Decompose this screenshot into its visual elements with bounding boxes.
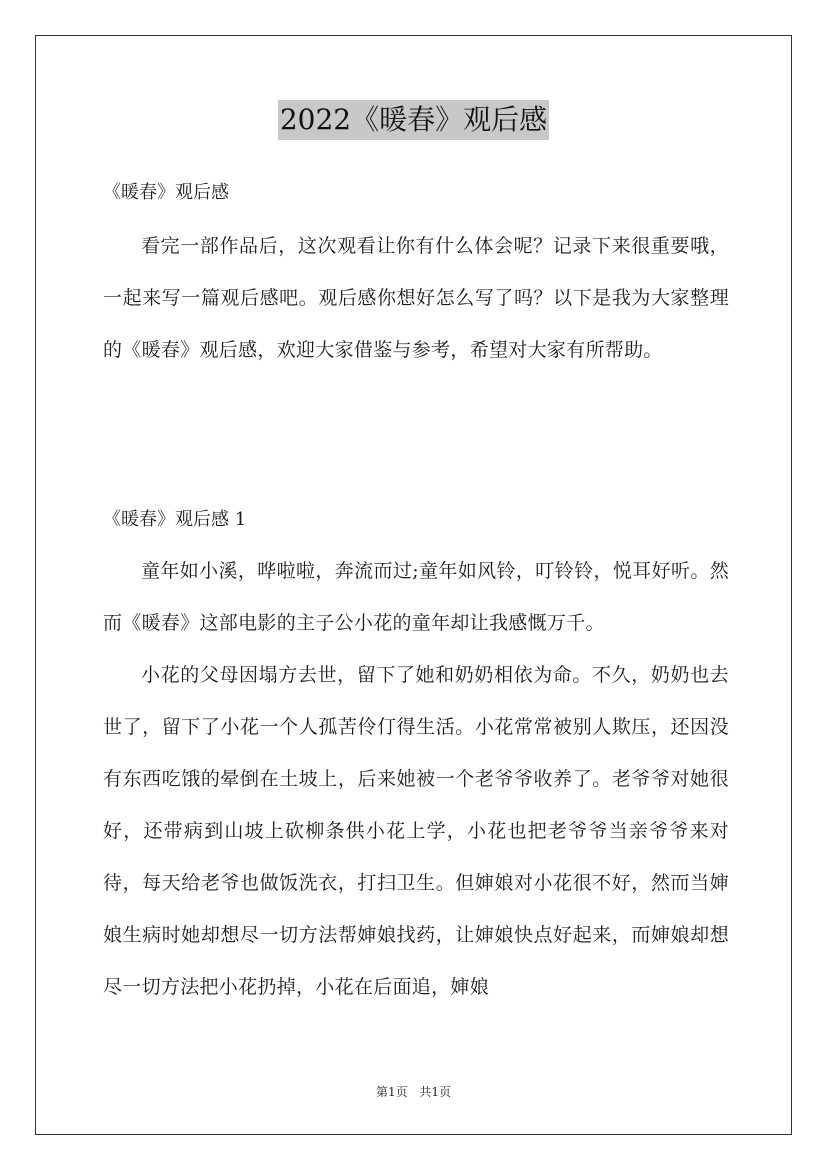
subtitle-heading: 《暖春》观后感 xyxy=(103,182,229,203)
section-body xyxy=(103,545,729,1013)
intro-block xyxy=(103,220,729,376)
page-footer xyxy=(0,1083,827,1101)
section-heading: 《暖春》观后感 1 xyxy=(103,509,247,530)
intro-paragraph: 看完一部作品后，这次观看让你有什么体会呢？记录下来很重要哦，一起来写一篇观后感吧。观后感你想好怎么写了吗？以下是我为大家整理的《暖春》观后感，欢迎大家借鉴与参考，希望对大家有所帮助。 xyxy=(103,235,729,361)
body-paragraph-2: 小花的父母因塌方去世，留下了她和奶奶相依为命。不久，奶奶也去世了，留下了小花一个人孤苦伶仃得生活。小花常常被别人欺压，还因没有东西吃饿的晕倒在土坡上，后来她被一个老爷爷收养了。老爷爷对她很好，还带病到山坡上砍柳条供小花上学，小花也把老爷爷当亲爷爷来对待，每天给老爷也做饭洗衣，打扫卫生。但婶娘对小花很不好，然而当婶娘生病时她却想尽一切方法帮婶娘找药，让婶娘快点好起来，而婶娘却想尽一切方法把小花扔掉，小花在后面追，婶娘 xyxy=(103,664,729,998)
page-total: 共1页 xyxy=(419,1085,452,1099)
document-title: 2022《暖春》观后感 xyxy=(278,100,549,140)
title-container xyxy=(0,100,827,140)
page-number: 第1页 xyxy=(375,1085,408,1099)
body-paragraph-1: 童年如小溪，哗啦啦，奔流而过;童年如风铃，叮铃铃，悦耳好听。然而《暖春》这部电影的主子公小花的童年却让我感慨万千。 xyxy=(103,560,729,634)
